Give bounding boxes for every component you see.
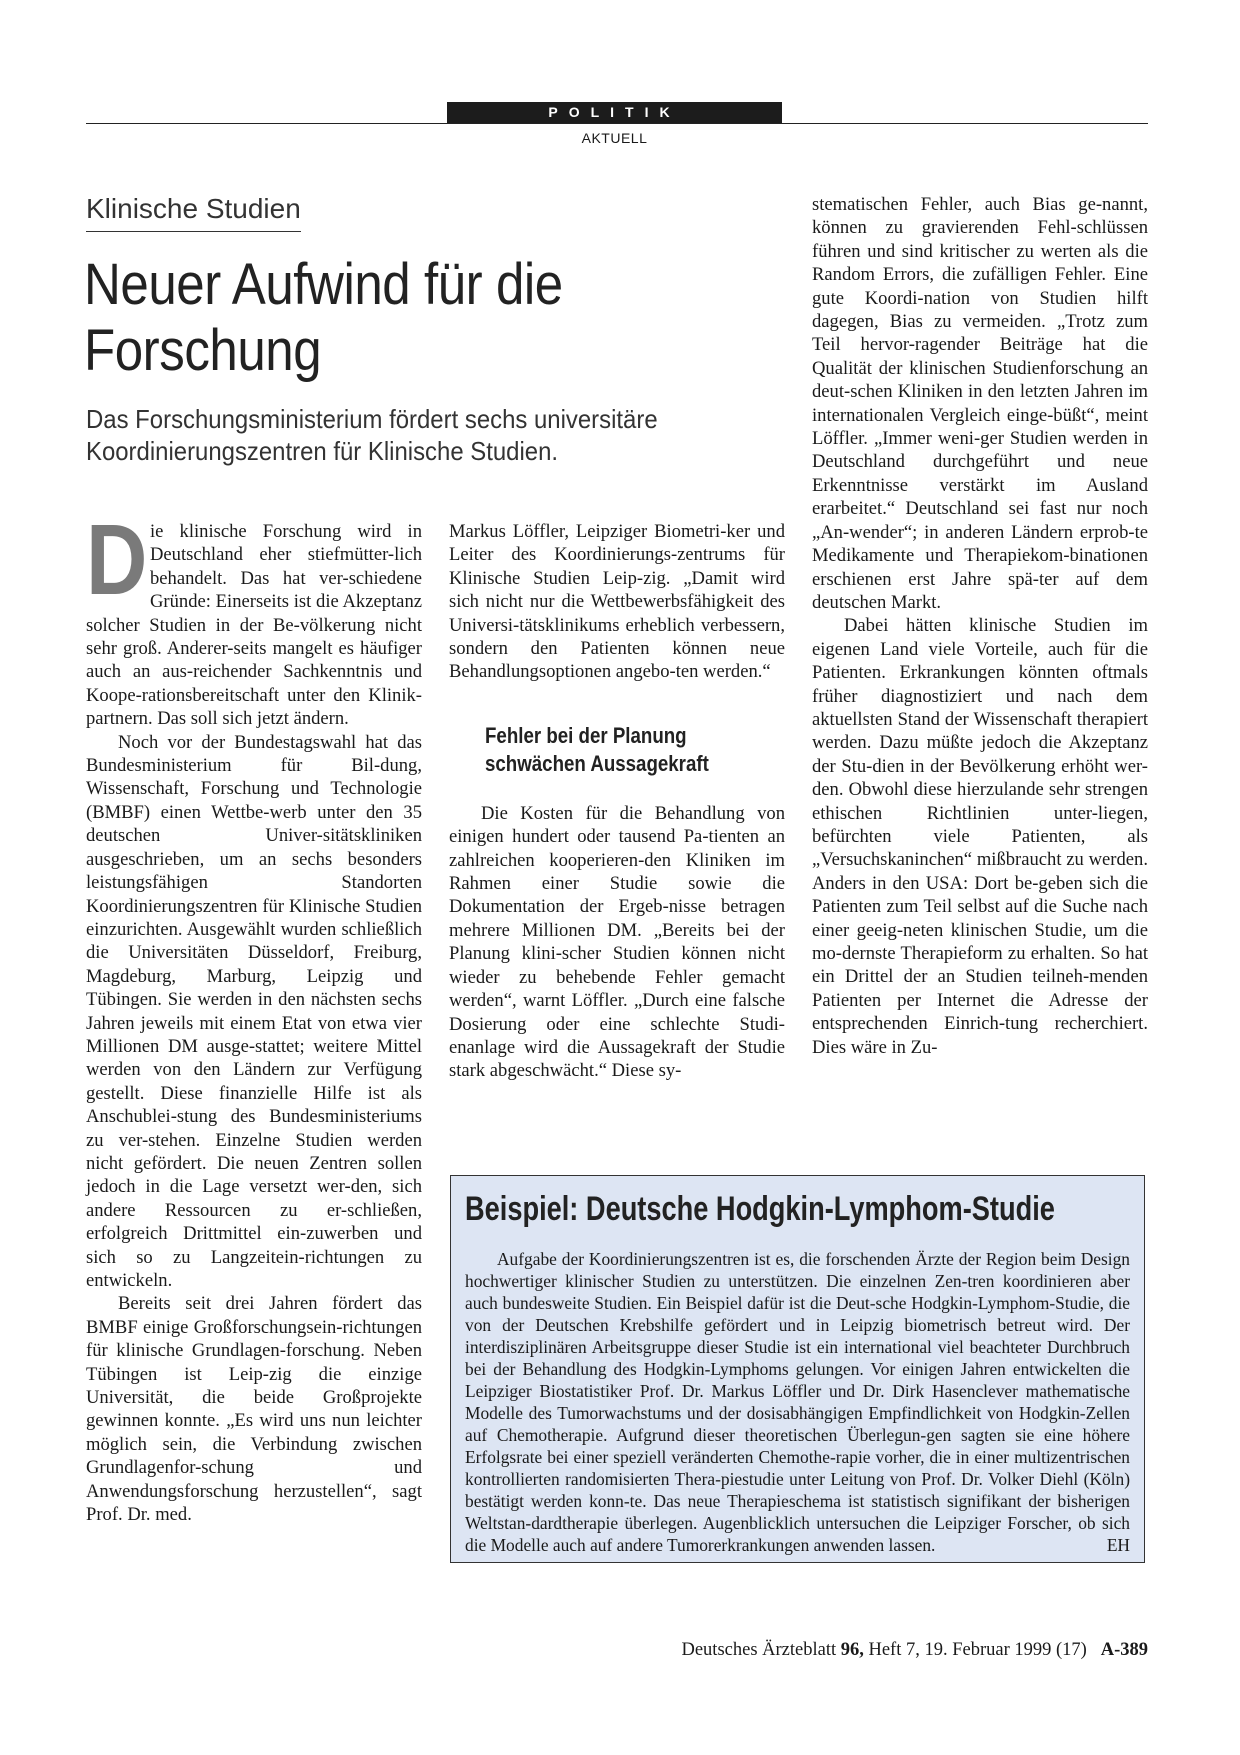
- headline-line: Neuer Aufwind für die: [84, 252, 563, 317]
- section-rubric: POLITIK: [447, 102, 782, 123]
- article-deck: [86, 403, 730, 467]
- paragraph: [86, 504, 422, 731]
- article-kicker: Klinische Studien: [86, 193, 301, 232]
- paragraph: Bereits seit drei Jahren fördert das BMBF einige Großforschungsein-richtungen für klinische Grundlagen-forschung. Neben Tübingen ist Leip-zig die einzige Universität, die beide Großprojekte gewinnen konnte. „Es wird uns nun leichter möglich sein, die Verbindung zwischen Grundlagenfor-schung und Anwendungsforschung herzustellen“, sagt Prof. Dr. med.: [86, 1293, 422, 1526]
- text-column-2: [449, 520, 785, 1083]
- headline-line: Forschung: [84, 318, 322, 383]
- info-box-body: [465, 1248, 1130, 1556]
- paragraph: stematischen Fehler, auch Bias ge-nannt, können zu gravierenden Fehl-schlüssen führen und sind kritischer zu werten als die Random Errors, die zufälligen Fehler. Eine gute Koordi-nation von Studien hilft dagegen, Bias zu vermeiden. „Trotz zum Teil hervor-ragender Beiträge hat die Qualität der klinischen Studienforschung an deut-schen Kliniken in den letzten Jahren im internationalen Vergleich einge-büßt“, meint Löffler. „Immer weni-ger Studien werden in Deutschland durchgeführt und neue Erkenntnisse verstärkt im Ausland erarbeitet.“ Deutschland sei fast nur noch „An-wender“; in anderen Ländern erprob-te Medikamente und Therapiekom-binationen erschienen erst Jahre spä-ter auf dem deutschen Markt.: [812, 194, 1148, 613]
- text-column-1: [86, 504, 422, 1526]
- paragraph-text: ie klinische Forschung wird in Deutschland eher stiefmütter-lich behandelt. Das hat ver-schiedene Gründe: Einerseits ist die Akzeptanz solcher Studien in der Be-völkerung nicht sehr groß. Anderer-seits mangelt es häufiger auch an aus-reichender Sachkenntnis und Koope-rationsbereitschaft unter den Klinik-partnern. Das soll sich jetzt ändern.: [86, 521, 422, 730]
- drop-cap: D: [86, 504, 148, 616]
- volume-number: 96,: [840, 1640, 864, 1660]
- journal-name: Deutsches Ärzteblatt: [681, 1640, 837, 1660]
- deck-line: Das Forschungsministerium fördert sechs universitäre: [86, 404, 658, 434]
- subheading-line: Fehler bei der Planung: [485, 722, 687, 748]
- subheading-line: schwächen Aussagekraft: [485, 750, 709, 776]
- deck-line: Koordinierungszentren für Klinische Studien.: [86, 436, 559, 466]
- paragraph: [465, 1248, 1130, 1556]
- paragraph: Die Kosten für die Behandlung von einigen hundert oder tausend Pa-tienten an zahlreichen kooperieren-den Kliniken im Rahmen einer Studie sowie die Dokumentation der Ergeb-nisse betragen mehrere Millionen DM. „Bereits bei der Planung klini-scher Studien können nicht wieder zu behebende Fehler gemacht werden“, warnt Löffler. „Durch eine falsche Dosierung oder eine schlechte Studi-enanlage wird die Aussagekraft der Studie stark abgeschwächt.“ Diese sy-: [449, 802, 785, 1082]
- paragraph: Markus Löffler, Leipziger Biometri-ker und Leiter des Koordinierungs-zentrums für Klinische Studien Leip-zig. „Damit wird sich nicht nur die Wettbewerbsfähigkeit des Universi-tätsklinikums erheblich verbessern, sondern den Patienten können neue Behandlungsoptionen angebo-ten werden.“: [449, 521, 785, 683]
- subheading: [485, 722, 740, 778]
- page-footer: [620, 1640, 1148, 1661]
- paragraph-text: Aufgabe der Koordinierungszentren ist es, die forschenden Ärzte der Region beim Design hochwertiger klinischer Studien zu unterstützen. Die einzelnen Zen-tren koordinieren aber auch bundesweite Studien. Ein Beispiel dafür ist die Deut-sche Hodgkin-Lymphom-Studie, die von der Deutschen Krebshilfe gefördert und in Leipzig biometrisch betreut wird. Der interdisziplinären Arbeitsgruppe dieser Studie ist ein international viel beachteter Durchbruch bei der Behandlung des Hodgkin-Lymphoms gelungen. Vor einigen Jahren entwickelten die Leipziger Biostatistiker Prof. Dr. Markus Löffler und Dr. Dirk Hasenclever mathematische Modelle des Tumorwachstums und der dosisabhängigen Empfindlichkeit von Hodgkin-Zellen auf Chemotherapie. Aufgrund dieser theoretischen Überlegun-gen sagten sie eine höhere Erfolgsrate bei einer speziell veränderten Chemothe-rapie vorher, die in einer multizentrischen kontrollierten randomisierten Thera-piestudie unter Leitung von Prof. Dr. Volker Diehl (Köln) bestätigt werden konn-te. Das neue Therapieschema ist statistisch signifikant der bisherigen Weltstan-dardtherapie überlegen. Augenblicklich untersuchen die Leipziger Forscher, ob sich die Modelle auch auf andere Tumorerkrankungen anwenden lassen.: [465, 1249, 1130, 1555]
- header-rule: [86, 123, 1148, 124]
- article-headline: [84, 252, 630, 384]
- page-number: A-389: [1100, 1640, 1148, 1660]
- info-box: [450, 1175, 1145, 1563]
- info-box-title: Beispiel: Deutsche Hodgkin-Lymphom-Studie: [465, 1190, 1055, 1228]
- paragraph: Dabei hätten klinische Studien im eigenen Land viele Vorteile, auch für die Patienten. Erkrankungen könnten oftmals früher diagnostiziert und nach dem aktuellsten Stand der Wissenschaft therapiert werden. Dazu müßte jedoch die Akzeptanz der Stu-dien in der Bevölkerung erhöht wer-den. Obwohl diese hierzulande sehr strengen ethischen Richtlinien unter-liegen, befürchten viele Patienten, als „Versuchskaninchen“ mißbraucht zu werden. Anders in den USA: Dort be-geben sich die Patienten zum Teil selbst auf die Suche nach einer geeig-neten klinischen Studie, um die mo-dernste Therapieform zu erhalten. So hat ein Drittel der an Studien teilneh-menden Patienten per Internet die Adresse der entsprechenden Einrich-tung recherchiert. Dies wäre in Zu-: [812, 615, 1148, 1058]
- section-subrubric: AKTUELL: [581, 130, 648, 146]
- text-column-3: [812, 193, 1148, 1059]
- issue-info: Heft 7, 19. Februar 1999 (17): [868, 1640, 1087, 1660]
- author-signature: EH: [1106, 1535, 1130, 1555]
- paragraph: Noch vor der Bundestagswahl hat das Bundesministerium für Bil-dung, Wissenschaft, Forschung und Technologie (BMBF) einen Wettbe-werb unter den 35 deutschen Univer-sitätskliniken ausgeschrieben, um an sechs besonders leistungsfähigen Standorten Koordinierungszentren für Klinische Studien einzurichten. Ausgewählt wurden schließlich die Universitäten Düsseldorf, Freiburg, Magdeburg, Marburg, Leipzig und Tübingen. Sie werden in den nächsten sechs Jahren jeweils mit einem Etat von etwa vier Millionen DM ausge-stattet; weitere Mittel werden von den Ländern zur Verfügung gestellt. Diese finanzielle Hilfe ist als Anschublei-stung des Bundesministeriums zu ver-stehen. Einzelne Studien werden nicht gefördert. Die neuen Zentren sollen jedoch in die Lage versetzt wer-den, sich andere Ressourcen zu er-schließen, erfolgreich Drittmittel ein-zuwerben und sich so zu Langzeitein-richtungen zu entwickeln.: [86, 731, 422, 1291]
